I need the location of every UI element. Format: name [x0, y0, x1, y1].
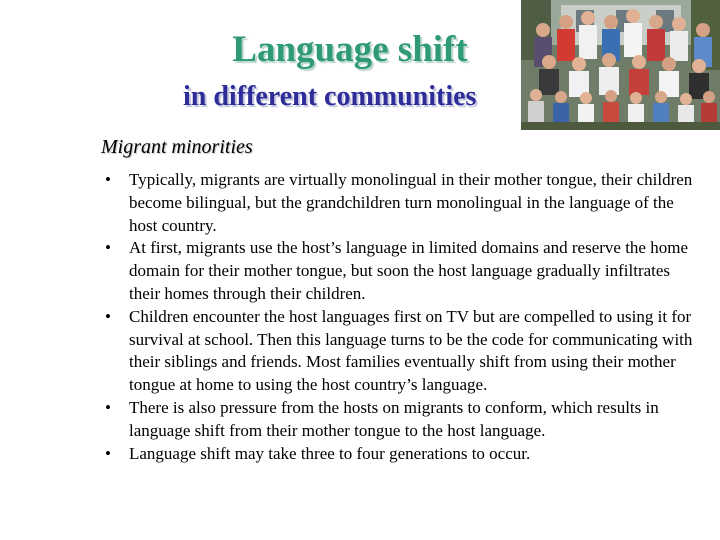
list-item — [105, 169, 695, 237]
slide-subtitle: in different communities — [183, 81, 477, 112]
slide-title: Language shift — [232, 29, 468, 70]
list-item — [105, 443, 695, 466]
family-group-photo — [521, 0, 720, 130]
list-item — [105, 397, 695, 443]
bullet-icon: • — [105, 397, 111, 417]
family-group-photo-illustration — [521, 0, 720, 130]
bullet-text: Children encounter the host languages first on TV but are compelled to using it for survival at school. Then this language turns to be the code for communicating with their siblings and friends. Most families eventually shift from using their mother tongue at home to using the host country’s language. — [129, 306, 693, 395]
bullet-icon: • — [105, 306, 111, 326]
bullet-icon: • — [105, 238, 111, 258]
section-heading: Migrant minorities — [101, 136, 253, 158]
bullet-text: Language shift may take three to four generations to occur. — [129, 443, 531, 463]
bullet-text: At first, migrants use the host’s language in limited domains and reserve the home domain for their mother tongue, but soon the host language gradually infiltrates their homes through their children. — [129, 238, 688, 303]
bullet-icon: • — [105, 443, 111, 463]
list-item — [105, 237, 695, 305]
bullet-list — [105, 169, 695, 465]
bullet-icon: • — [105, 170, 111, 189]
bullet-text: Typically, migrants are virtually monolingual in their mother tongue, their children become bilingual, but the grandchildren turn monolingual in the language of the host country. — [129, 170, 693, 235]
bullet-text: There is also pressure from the hosts on migrants to conform, which results in language shift from their mother tongue to the host language. — [129, 397, 659, 440]
list-item — [105, 306, 695, 397]
